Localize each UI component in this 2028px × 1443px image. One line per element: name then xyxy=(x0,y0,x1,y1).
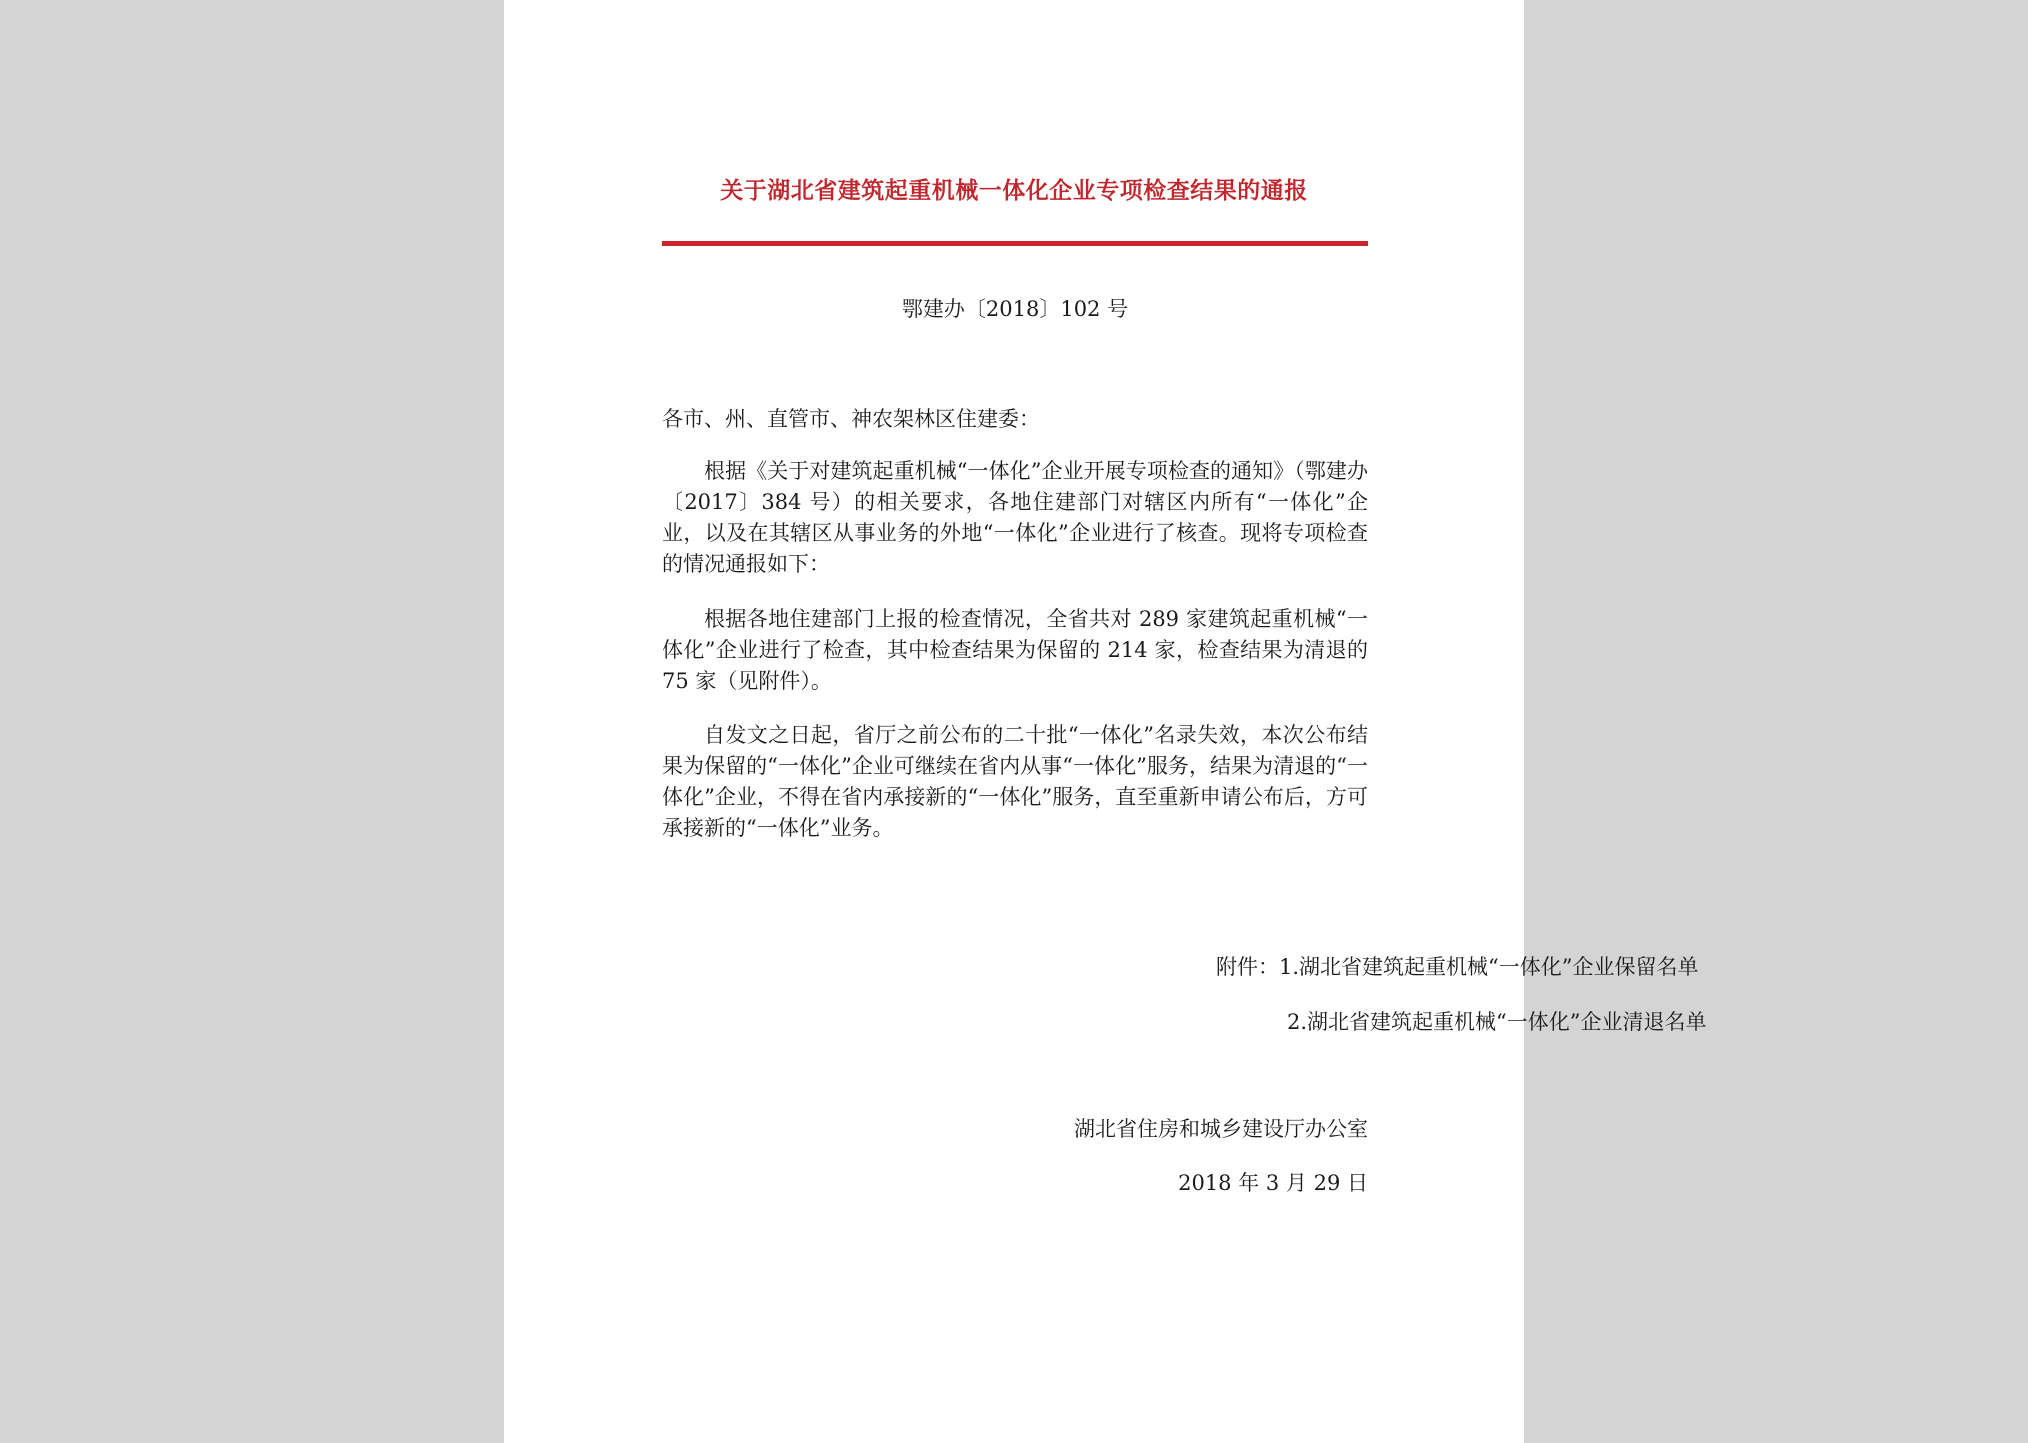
issue-date: 2018 年 3 月 29 日 xyxy=(1178,1171,1368,1195)
document-number: 鄂建办〔2018〕102 号 xyxy=(901,297,1129,321)
document-title: 关于湖北省建筑起重机械一体化企业专项检查结果的通报 xyxy=(720,178,1308,204)
body-paragraph-1: 根据《关于对建筑起重机械“一体化”企业开展专项检查的通知》（鄂建办〔2017〕384 号）的相关要求，各地住建部门对辖区内所有“一体化”企业，以及在其辖区从事业务的外地“一体化”企业进行了核查。现将专项检查的情况通报如下： xyxy=(662,459,1368,576)
title-divider xyxy=(662,241,1368,246)
issuing-office: 湖北省住房和城乡建设厅办公室 xyxy=(1074,1117,1368,1141)
body-paragraph-2: 根据各地住建部门上报的检查情况，全省共对 289 家建筑起重机械“一体化”企业进行了检查，其中检查结果为保留的 214 家，检查结果为清退的 75 家（见附件）。 xyxy=(662,607,1368,693)
attachment-1: 附件：1.湖北省建筑起重机械“一体化”企业保留名单 xyxy=(1216,955,1699,979)
salutation: 各市、州、直管市、神农架林区住建委： xyxy=(662,407,1040,431)
body-paragraph-3: 自发文之日起，省厅之前公布的二十批“一体化”名录失效，本次公布结果为保留的“一体化”企业可继续在省内从事“一体化”服务，结果为清退的“一体化”企业，不得在省内承接新的“一体化”服务，直至重新申请公布后，方可承接新的“一体化”业务。 xyxy=(662,723,1368,840)
attachment-2: 2.湖北省建筑起重机械“一体化”企业清退名单 xyxy=(1287,1010,1707,1034)
document-page xyxy=(504,0,1707,1443)
